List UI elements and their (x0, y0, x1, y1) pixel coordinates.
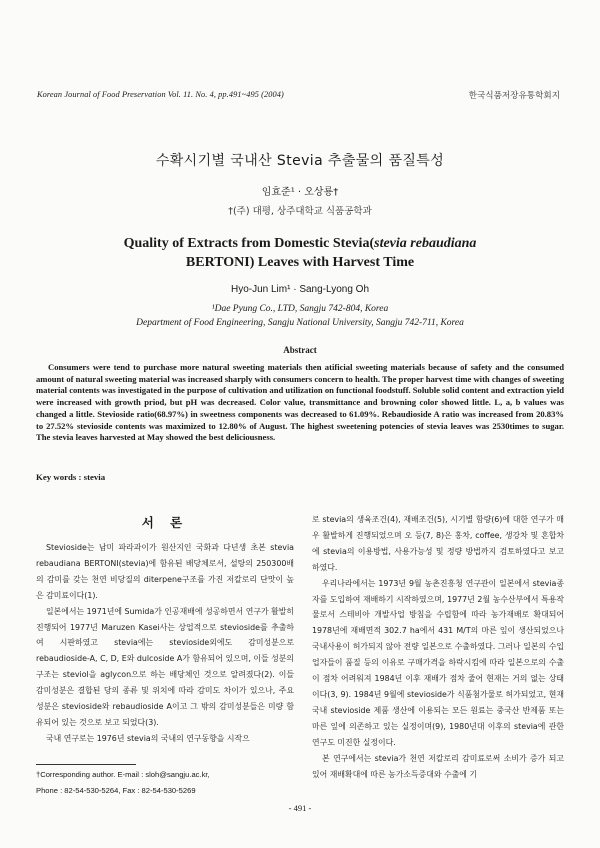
body-column-left (36, 540, 294, 747)
abstract-heading: Abstract (283, 345, 317, 355)
english-title-rest: BERTONI) Leaves with Harvest Time (185, 255, 415, 270)
journal-header: Korean Journal of Food Preservation Vol. 11. No. 4, pp.491~495 (2004) (37, 90, 284, 99)
english-affiliation-2: Department of Food Engineering, Sangju National University, Sangju 742-711, Korea (136, 318, 464, 328)
paragraph: 로 stevia의 생육조건(4), 재배조건(5), 시기별 함량(6)에 대한 연구가 매우 활발하게 진행되었으며 오 등(7, 8)은 홍차, coffee, 생강차 및 혼합차에 stevia의 이용방법, 사용가능성 및 정량 방법까지 검토하였다고 보고하였다. (312, 515, 564, 572)
abstract-text: Consumers were tend to purchase more natural sweeting materials then atificial sweeting materials because of safety and the consumed amount of natural sweeting material was increased sharply with consumers concern to health. The proper harvest time with changes of sweeting material contents was investigated in the purpose of cultivation and utilization on functional foodstuff. Soluble solid content and extraction yield were increased with growth priod, but pH was decreased. Color value, transmittance and browning color showed little. L, a, b values was changed a little. Stevioside ratio(68.97%) in sweetness components was decreased to 61.09%. Rebaudioside A ratio was increased from 20.83% to 27.52% stevioside contents was maximized to 12.80% of August. The highest sweetening potencies of stevia leaves was 2530times to sugar. The stevia leaves harvested at May showed the best deliciousness. (36, 362, 564, 443)
footnote (36, 767, 296, 799)
footnote-phone: Phone : 82-54-530-5264, Fax : 82-54-530-5269 (36, 786, 196, 795)
paragraph: 우리나라에서는 1973년 9월 농촌진흥청 연구관이 일본에서 stevia종자를 도입하여 재배하기 시작하였으며, 1977년 2월 농수산부에서 특용작물로서 스테비아 개발사업 방침을 수립함에 따라 농가재배로 확대되어 1978년에 재배면적 302.7 ha에서 431 M/T의 마른 잎이 생산되었으나 국내사용이 허가되지 않아 전량 일본으로 수출하였다. 그러나 일본의 수입업자들이 품질 등의 이유로 구매가격을 하락시킴에 따라 일본으로의 수출이 점차 어려워져 1984년 이후 재배가 점차 줄어 현재는 거의 없는 상태이다(3, 9). 1984년 9월에 stevioside가 식품첨가물로 허가되었고, 현재 국내 stevioside 제품 생산에 이용되는 모든 원료는 중국산 반제품 또는 마른 잎에 의존하고 있는 실정이며(9), 1980년대 이후의 stevia에 관한 연구도 미진한 실정이다. (312, 578, 564, 747)
paragraph: 일본에서는 1971년에 Sumida가 인공재배에 성공하면서 연구가 활발히 진행되어 1977년 Maruzen Kasei사는 상업적으로 stevioside를 추출하여 시판하였고 stevia에는 stevioside외에도 감미성분으로 rebaudioside-A, C, D, E와 dulcoside A가 함유되어 있으며, 이들 성분의 구조는 steviol을 aglycon으로 하는 배당체인 것으로 알려졌다(2). 이들 감미성분은 결합된 당의 종류 및 위치에 따라 감미도 차이가 있으나, 주요 성분은 stevioside와 rebaudioside A이고 그 밖의 감미성분들은 미량 함유되어 있는 것으로 보고 되었다(3). (36, 606, 294, 727)
english-title (60, 234, 540, 272)
keywords: Key words : stevia (36, 472, 106, 482)
page-number: - 491 - (288, 803, 312, 813)
paragraph: Stevioside는 남미 파라과이가 원산지인 국화과 다년생 초본 stevia rebaudiana BERTONI(stevia)에 함유된 배당체로서, 설탕의 250300배의 감미를 갖는 천연 비당질의 diterpene구조를 가진 저칼로리 단맛이 높은 감미료이다(1). (36, 543, 294, 600)
society-header: 한국식품저장유통학회지 (468, 91, 560, 101)
english-title-species: stevia rebaudiana (374, 236, 477, 251)
korean-authors: 임효준¹ · 오상룡† (261, 187, 339, 198)
paragraph: 본 연구에서는 stevia가 천연 저칼로리 감미료로써 소비가 증가 되고 있어 재배확대에 따른 농가소득증대와 수출에 기 (312, 753, 564, 779)
body-column-right (312, 512, 564, 782)
paragraph: 국내 연구로는 1976년 stevia의 국내의 연구동향을 시작으 (46, 733, 250, 743)
english-title-main: Quality of Extracts from Domestic Stevia( (123, 236, 375, 251)
footnote-divider (36, 764, 136, 765)
english-authors: Hyo-Jun Lim¹ · Sang-Lyong Oh (230, 284, 370, 295)
section-heading-introduction: 서 론 (141, 515, 189, 530)
footnote-email: †Corresponding author. E-mail : sloh@sangju.ac.kr, (36, 770, 210, 779)
korean-affiliation: †(주) 대평, 상주대학교 식품공학과 (228, 206, 372, 217)
korean-title: 수확시기별 국내산 Stevia 추출물의 품질특성 (155, 153, 445, 169)
english-affiliation-1: ¹Dae Pyung Co., LTD, Sangju 742-804, Korea (211, 304, 389, 314)
